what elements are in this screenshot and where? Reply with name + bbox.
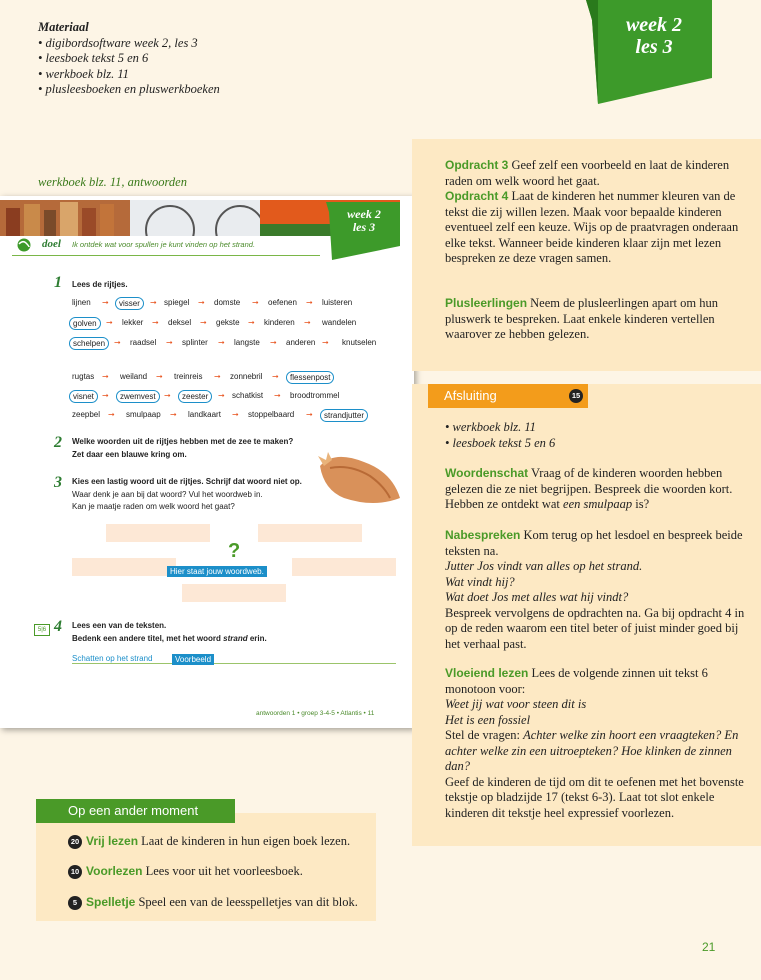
circled-word: golven	[69, 317, 101, 330]
word-web-tag: Hier staat jouw woordweb.	[167, 566, 267, 577]
book-icon: 5|6	[34, 624, 50, 636]
clock-icon: 15	[569, 389, 583, 403]
arrow-icon: ➞	[270, 338, 277, 347]
materiaal-item: • digibordsoftware week 2, les 3	[38, 35, 198, 50]
word: weiland	[120, 372, 148, 381]
doel-divider	[12, 255, 320, 256]
arrow-icon: ➞	[218, 338, 225, 347]
vloeiend-lezen-more: Geef de kinderen de tijd om dit te oefenen met het bovenste tekstje op bladzijde 17 (tekst 6-3). Laat tot slot enkele kinderen dit tekstje heel expressief voorlezen.	[445, 774, 744, 820]
other-moment-description: Lees voor uit het voorleesboek.	[145, 864, 303, 878]
arrow-icon: ➞	[198, 298, 205, 307]
word-web-box	[72, 558, 176, 576]
word: splinter	[182, 338, 208, 347]
arrow-icon: ➞	[274, 391, 281, 400]
arrow-icon: ➞	[164, 391, 171, 400]
other-moment-text	[86, 895, 358, 910]
afsluiting-items	[445, 420, 745, 451]
word: stoppelbaard	[248, 410, 295, 419]
opdracht-3-text: Geef zelf een voorbeeld en laat de kinderen raden om welk woord het gaat.	[445, 158, 730, 188]
word: landkaart	[188, 410, 221, 419]
arrow-icon: ➞	[218, 391, 225, 400]
exercise-3-line: Kan je maatje raden om welk woord het gaat?	[72, 502, 235, 511]
word: schatkist	[232, 391, 264, 400]
woordenschat-end: is?	[632, 497, 650, 511]
arrow-icon: ➞	[156, 372, 163, 381]
opdracht-3-label: Opdracht 3	[445, 158, 509, 172]
circled-word: zeester	[178, 390, 212, 403]
exercise-4-number: 4	[54, 618, 62, 635]
word: anderen	[286, 338, 316, 347]
opdracht-3-paragraph	[445, 158, 745, 267]
exercise-4-line-part: erin.	[247, 633, 267, 643]
vloeiend-lezen-paragraph	[445, 666, 745, 821]
word: rugtas	[72, 372, 95, 381]
vloeiend-lezen-sentence: Het is een fossiel	[445, 712, 531, 727]
exercise-4-text	[72, 620, 267, 645]
arrow-icon: ➞	[170, 410, 177, 419]
page-number: 21	[702, 940, 716, 954]
word: gekste	[216, 318, 240, 327]
word: zonnebril	[230, 372, 263, 381]
other-moment-description: Speel een van de leesspelletjes van dit blok.	[138, 895, 358, 909]
word: luisteren	[322, 298, 353, 307]
circled-word: zwemvest	[116, 390, 160, 403]
word-web-box	[106, 524, 210, 542]
arrow-icon: ➞	[252, 298, 259, 307]
exercise-2-text	[72, 436, 293, 461]
word: deksel	[168, 318, 192, 327]
arrow-icon: ➞	[108, 410, 115, 419]
word: raadsel	[130, 338, 157, 347]
workbook-badge-week: week 2	[347, 207, 381, 221]
week-badge-week: week 2	[625, 14, 683, 36]
exercise-2-line: Zet daar een blauwe kring om.	[72, 449, 187, 459]
answer-line	[72, 663, 396, 664]
exercise-1-number: 1	[54, 274, 62, 291]
word-web-box	[258, 524, 362, 542]
exercise-3-text	[72, 476, 302, 514]
other-moment-text	[86, 834, 350, 849]
week-badge-les: les 3	[635, 36, 673, 58]
arrow-icon: ➞	[214, 372, 221, 381]
workbook-page	[0, 196, 414, 728]
nabespreken-question: Wat vindt hij?	[445, 574, 515, 589]
word: lijnen	[72, 298, 91, 307]
arrow-icon: ➞	[114, 338, 121, 347]
circled-word: visnet	[69, 390, 98, 403]
workbook-badge-les: les 3	[352, 220, 376, 234]
nabespreken-question: Wat doet Jos met alles wat hij vindt?	[445, 590, 629, 604]
arrow-icon: ➞	[306, 410, 313, 419]
word: wandelen	[322, 318, 357, 327]
word: spiegel	[164, 298, 190, 307]
other-moment-description: Laat de kinderen in hun eigen boek lezen.	[141, 834, 351, 848]
globe-icon	[16, 238, 32, 252]
afsluiting-item: • werkboek blz. 11	[445, 420, 536, 434]
word-web-box	[292, 558, 396, 576]
arrow-icon: ➞	[102, 298, 109, 307]
materiaal-list	[38, 20, 338, 98]
clock-icon: 20	[68, 835, 82, 849]
exercise-3-line: Waar denk je aan bij dat woord? Vul het woordweb in.	[72, 489, 263, 499]
word: oefenen	[268, 298, 297, 307]
word-web-box	[182, 584, 286, 602]
arrow-icon: ➞	[248, 318, 255, 327]
vloeiend-lezen-label: Vloeiend lezen	[445, 666, 529, 680]
clock-icon: 10	[68, 865, 82, 879]
question-mark: ?	[228, 540, 241, 562]
arrow-icon: ➞	[102, 391, 109, 400]
arrow-icon: ➞	[150, 298, 157, 307]
circled-word: flessenpost	[286, 371, 334, 384]
vloeiend-lezen-pre: Stel de vragen:	[445, 728, 524, 742]
materiaal-item: • plusleesboeken en pluswerkboeken	[38, 82, 220, 96]
exercise-3-number: 3	[54, 474, 62, 491]
arrow-icon: ➞	[306, 298, 313, 307]
example-tag: Voorbeeld	[172, 654, 214, 665]
word: kinderen	[264, 318, 295, 327]
other-moment-text	[86, 864, 303, 879]
afsluiting-item: • leesboek tekst 5 en 6	[445, 435, 556, 450]
plusleerlingen-paragraph	[445, 296, 745, 343]
arrow-icon: ➞	[102, 372, 109, 381]
word: treinreis	[174, 372, 203, 381]
exercise-2-number: 2	[54, 434, 62, 451]
opdracht-4-text: Laat de kinderen het nummer kleuren van de tekst die zij willen lezen.	[445, 189, 736, 219]
vloeiend-lezen-text: Lees de volgende zinnen uit tekst 6 monotoon voor:	[445, 666, 708, 696]
plusleerlingen-more: Laat enkele kinderen vertellen waarover ze hebben gelezen.	[445, 311, 715, 341]
materiaal-item: • werkboek blz. 11	[38, 66, 129, 81]
workbook-footer: antwoorden 1 • groep 3-4-5 • Atlantis • 11	[256, 710, 375, 717]
exercise-4-line: Lees een van de teksten.	[72, 621, 167, 630]
opdracht-4-more: Maak voor bepaalde kinderen eventueel zelf een keuze. Wijs op de praatvragen onderaan elke tekst. Wanneer beide kinderen klaar zijn met lezen bespreken ze deze vragen samen.	[445, 204, 739, 265]
materiaal-title: Materiaal	[38, 20, 89, 34]
exercise-4-line-part: Bedenk een andere titel, met het woord	[72, 633, 224, 643]
woordenschat-text: Vraag of de kinderen woorden hebben gelezen die ze niet begrijpen. Bespreek die woorden kort. Hebben ze ontdekt wat	[445, 466, 733, 511]
arrow-icon: ➞	[166, 338, 173, 347]
afsluiting-header	[428, 384, 588, 408]
nabespreken-question: Jutter Jos vindt van alles op het strand.	[445, 559, 643, 573]
nabespreken-paragraph	[445, 528, 745, 652]
arrow-icon: ➞	[106, 318, 113, 327]
nabespreken-label: Nabespreken	[445, 528, 521, 542]
word: zeepbel	[72, 410, 101, 419]
opdracht-4-label: Opdracht 4	[445, 189, 509, 203]
arrow-icon: ➞	[304, 318, 311, 327]
word: lekker	[122, 318, 144, 327]
doel-text: Ik ontdek wat voor spullen je kunt vinden op het strand.	[72, 240, 256, 249]
word: broodtrommel	[290, 391, 340, 400]
materiaal-item: • leesboek tekst 5 en 6	[38, 51, 149, 65]
arrow-icon: ➞	[200, 318, 207, 327]
exercise-4-line	[72, 633, 267, 646]
exercise-4-answer: Schatten op het strand	[72, 654, 153, 663]
word: langste	[234, 338, 260, 347]
woordenschat-emphasis: een smulpaap	[563, 497, 633, 511]
woordenschat-label: Woordenschat	[445, 466, 529, 480]
other-moment-label: Voorlezen	[86, 864, 143, 878]
woordenschat-paragraph	[445, 466, 745, 513]
vloeiend-lezen-questions: Achter welke zin hoort een vraagteken? En achter welke zin een uitroepteken? Hoe klinken de zinnen dan?	[445, 728, 739, 773]
other-moment-header	[36, 799, 235, 823]
exercise-2-line: Welke woorden uit de rijtjes hebben met de zee te maken?	[72, 437, 294, 446]
plusleerlingen-label: Plusleerlingen	[445, 296, 528, 310]
exercise-3-line: Kies een lastig woord uit de rijtjes. Schrijf dat woord niet op.	[72, 477, 302, 486]
other-moment-label: Spelletje	[86, 895, 136, 909]
word: domste	[214, 298, 241, 307]
exercise-4-emphasis: strand	[223, 633, 248, 643]
doel-label: doel	[42, 238, 61, 250]
workbook-week-badge	[326, 202, 400, 260]
other-moment-label: Vrij lezen	[86, 834, 139, 848]
doel-row	[12, 238, 312, 252]
week-badge	[586, 0, 712, 104]
exercise-1-title: Lees de rijtjes.	[72, 280, 128, 289]
vloeiend-lezen-sentence: Weet jij wat voor steen dit is	[445, 697, 587, 711]
other-moment-title: Op een ander moment	[68, 803, 199, 818]
circled-word: schelpen	[69, 337, 109, 350]
workbook-caption: werkboek blz. 11, antwoorden	[38, 175, 187, 189]
word: knutselen	[342, 338, 377, 347]
nabespreken-text: Kom terug op het lesdoel en bespreek beide teksten na.	[445, 528, 743, 558]
arrow-icon: ➞	[232, 410, 239, 419]
afsluiting-title: Afsluiting	[444, 388, 497, 403]
word: smulpaap	[126, 410, 161, 419]
shell-image	[314, 446, 404, 510]
circled-word: visser	[115, 297, 144, 310]
circled-word: strandjutter	[320, 409, 368, 422]
clock-icon: 5	[68, 896, 82, 910]
arrow-icon: ➞	[322, 338, 329, 347]
arrow-icon: ➞	[152, 318, 159, 327]
plusleerlingen-text: Neem de plusleerlingen apart om hun pluswerk te bespreken.	[445, 296, 718, 326]
arrow-icon: ➞	[272, 372, 279, 381]
nabespreken-more: Bespreek vervolgens de opdrachten na. Ga bij opdracht 4 in op de reden waarom een titel beter of juist minder goed bij het verhaal past.	[445, 605, 745, 651]
